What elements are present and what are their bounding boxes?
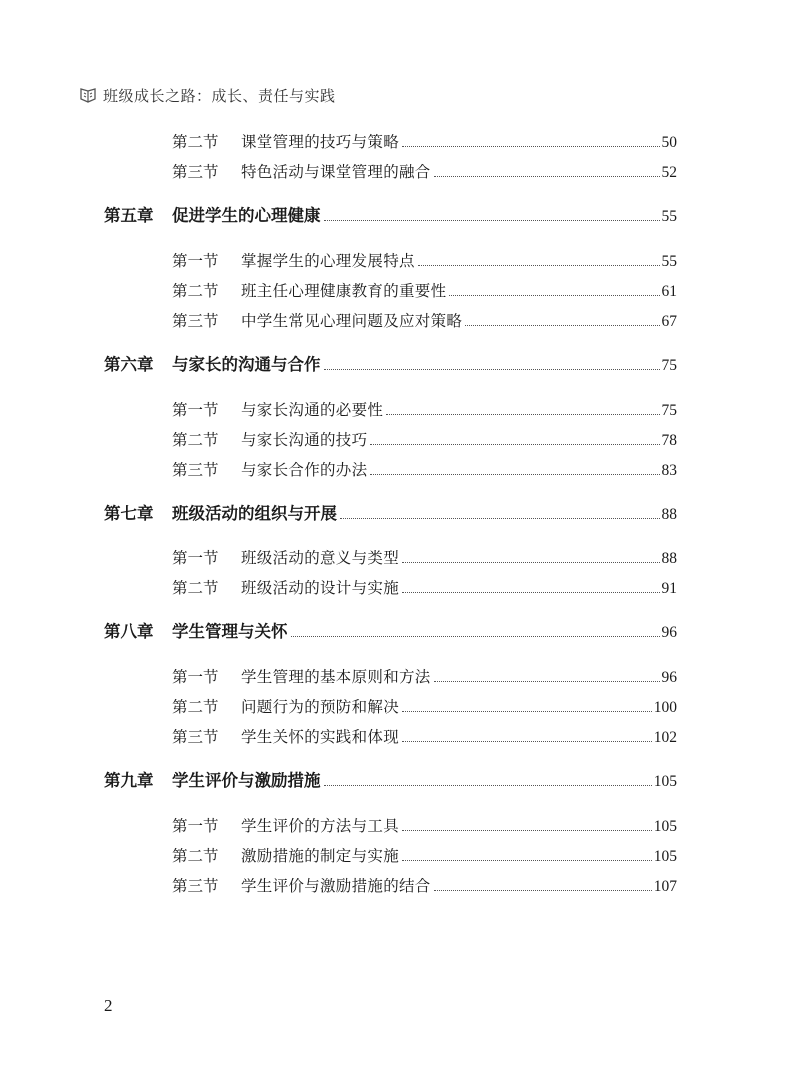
section-number: 第二节 bbox=[172, 133, 219, 151]
page-ref: 75 bbox=[661, 402, 677, 419]
toc-section-entry[interactable] bbox=[0, 663, 799, 687]
dot-leader bbox=[402, 711, 652, 712]
chapter-title: 与家长的沟通与合作 bbox=[172, 355, 321, 374]
page-ref: 105 bbox=[653, 848, 677, 865]
section-number: 第一节 bbox=[172, 252, 219, 270]
section-number: 第二节 bbox=[172, 282, 219, 300]
section-number: 第一节 bbox=[172, 549, 219, 567]
page-ref: 105 bbox=[653, 818, 677, 835]
toc-section-entry[interactable] bbox=[0, 723, 799, 747]
page-ref: 88 bbox=[661, 550, 677, 567]
section-title: 与家长合作的办法 bbox=[241, 461, 368, 479]
page-ref: 78 bbox=[661, 432, 677, 449]
section-number: 第三节 bbox=[172, 163, 219, 181]
chapter-number: 第五章 bbox=[104, 206, 154, 225]
section-number: 第三节 bbox=[172, 461, 219, 479]
section-number: 第三节 bbox=[172, 312, 219, 330]
chapter-title: 班级活动的组织与开展 bbox=[172, 504, 337, 523]
page-ref: 61 bbox=[661, 283, 677, 300]
toc-section-entry[interactable] bbox=[0, 574, 799, 598]
section-title: 学生关怀的实践和体现 bbox=[241, 728, 400, 746]
dot-leader bbox=[386, 414, 659, 415]
section-number: 第二节 bbox=[172, 698, 219, 716]
dot-leader bbox=[324, 220, 660, 221]
toc-chapter-entry[interactable] bbox=[0, 351, 799, 375]
section-number: 第一节 bbox=[172, 401, 219, 419]
book-title: 班级成长之路：成长、责任与实践 bbox=[103, 86, 336, 105]
section-title: 学生评价的方法与工具 bbox=[241, 817, 400, 835]
section-number: 第一节 bbox=[172, 668, 219, 686]
toc-section-entry[interactable] bbox=[0, 277, 799, 301]
page-ref: 50 bbox=[661, 134, 677, 151]
toc-section-entry[interactable] bbox=[0, 812, 799, 836]
toc-section-entry[interactable] bbox=[0, 842, 799, 866]
page-ref: 67 bbox=[661, 313, 677, 330]
page-ref: 88 bbox=[661, 506, 677, 523]
page-ref: 96 bbox=[661, 624, 677, 641]
section-title: 班主任心理健康教育的重要性 bbox=[241, 282, 447, 300]
toc-section-entry[interactable] bbox=[0, 456, 799, 480]
dot-leader bbox=[402, 592, 659, 593]
dot-leader bbox=[402, 741, 652, 742]
section-title: 学生管理的基本原则和方法 bbox=[241, 668, 431, 686]
chapter-title: 学生管理与关怀 bbox=[172, 622, 288, 641]
section-title: 掌握学生的心理发展特点 bbox=[241, 252, 415, 270]
page-number: 2 bbox=[104, 996, 113, 1015]
page-ref: 107 bbox=[653, 878, 677, 895]
chapter-number: 第六章 bbox=[104, 355, 154, 374]
chapter-title: 学生评价与激励措施 bbox=[172, 771, 321, 790]
page-ref: 75 bbox=[661, 357, 677, 374]
section-title: 学生评价与激励措施的结合 bbox=[241, 877, 431, 895]
section-title: 特色活动与课堂管理的融合 bbox=[241, 163, 431, 181]
dot-leader bbox=[434, 890, 652, 891]
section-number: 第二节 bbox=[172, 579, 219, 597]
dot-leader bbox=[465, 325, 659, 326]
page-ref: 100 bbox=[653, 699, 677, 716]
toc-chapter-entry[interactable] bbox=[0, 618, 799, 642]
toc-chapter-entry[interactable] bbox=[0, 767, 799, 791]
chapter-number: 第九章 bbox=[104, 771, 154, 790]
page-ref: 55 bbox=[661, 253, 677, 270]
chapter-title: 促进学生的心理健康 bbox=[172, 206, 321, 225]
section-number: 第二节 bbox=[172, 847, 219, 865]
toc-section-entry[interactable] bbox=[0, 396, 799, 420]
dot-leader bbox=[370, 474, 659, 475]
dot-leader bbox=[370, 444, 659, 445]
dot-leader bbox=[418, 265, 660, 266]
dot-leader bbox=[402, 146, 659, 147]
dot-leader bbox=[402, 830, 652, 831]
page-ref: 83 bbox=[661, 462, 677, 479]
dot-leader bbox=[402, 860, 652, 861]
chapter-number: 第八章 bbox=[104, 622, 154, 641]
page-ref: 55 bbox=[661, 208, 677, 225]
page-ref: 52 bbox=[661, 164, 677, 181]
toc-section-entry[interactable] bbox=[0, 158, 799, 182]
page-ref: 96 bbox=[661, 669, 677, 686]
page-ref: 102 bbox=[653, 729, 677, 746]
dot-leader bbox=[449, 295, 659, 296]
toc-section-entry[interactable] bbox=[0, 872, 799, 896]
dot-leader bbox=[291, 636, 660, 637]
section-title: 与家长沟通的技巧 bbox=[241, 431, 368, 449]
chapter-number: 第七章 bbox=[104, 504, 154, 523]
section-title: 激励措施的制定与实施 bbox=[241, 847, 400, 865]
page-ref: 105 bbox=[653, 773, 677, 790]
page-ref: 91 bbox=[661, 580, 677, 597]
dot-leader bbox=[324, 369, 660, 370]
toc-section-entry[interactable] bbox=[0, 426, 799, 450]
toc-section-entry[interactable] bbox=[0, 544, 799, 568]
toc-section-entry[interactable] bbox=[0, 693, 799, 717]
section-title: 班级活动的意义与类型 bbox=[241, 549, 400, 567]
dot-leader bbox=[402, 562, 659, 563]
dot-leader bbox=[324, 785, 652, 786]
section-title: 问题行为的预防和解决 bbox=[241, 698, 400, 716]
section-number: 第二节 bbox=[172, 431, 219, 449]
section-number: 第一节 bbox=[172, 817, 219, 835]
toc-chapter-entry[interactable] bbox=[0, 500, 799, 524]
toc-section-entry[interactable] bbox=[0, 128, 799, 152]
section-number: 第三节 bbox=[172, 877, 219, 895]
toc-chapter-entry[interactable] bbox=[0, 202, 799, 226]
section-title: 班级活动的设计与实施 bbox=[241, 579, 400, 597]
dot-leader bbox=[434, 681, 660, 682]
section-title: 与家长沟通的必要性 bbox=[241, 401, 384, 419]
toc-section-entry[interactable] bbox=[0, 307, 799, 331]
section-title: 课堂管理的技巧与策略 bbox=[241, 133, 400, 151]
dot-leader bbox=[340, 518, 660, 519]
dot-leader bbox=[434, 176, 660, 177]
toc-section-entry[interactable] bbox=[0, 247, 799, 271]
section-number: 第三节 bbox=[172, 728, 219, 746]
section-title: 中学生常见心理问题及应对策略 bbox=[241, 312, 463, 330]
